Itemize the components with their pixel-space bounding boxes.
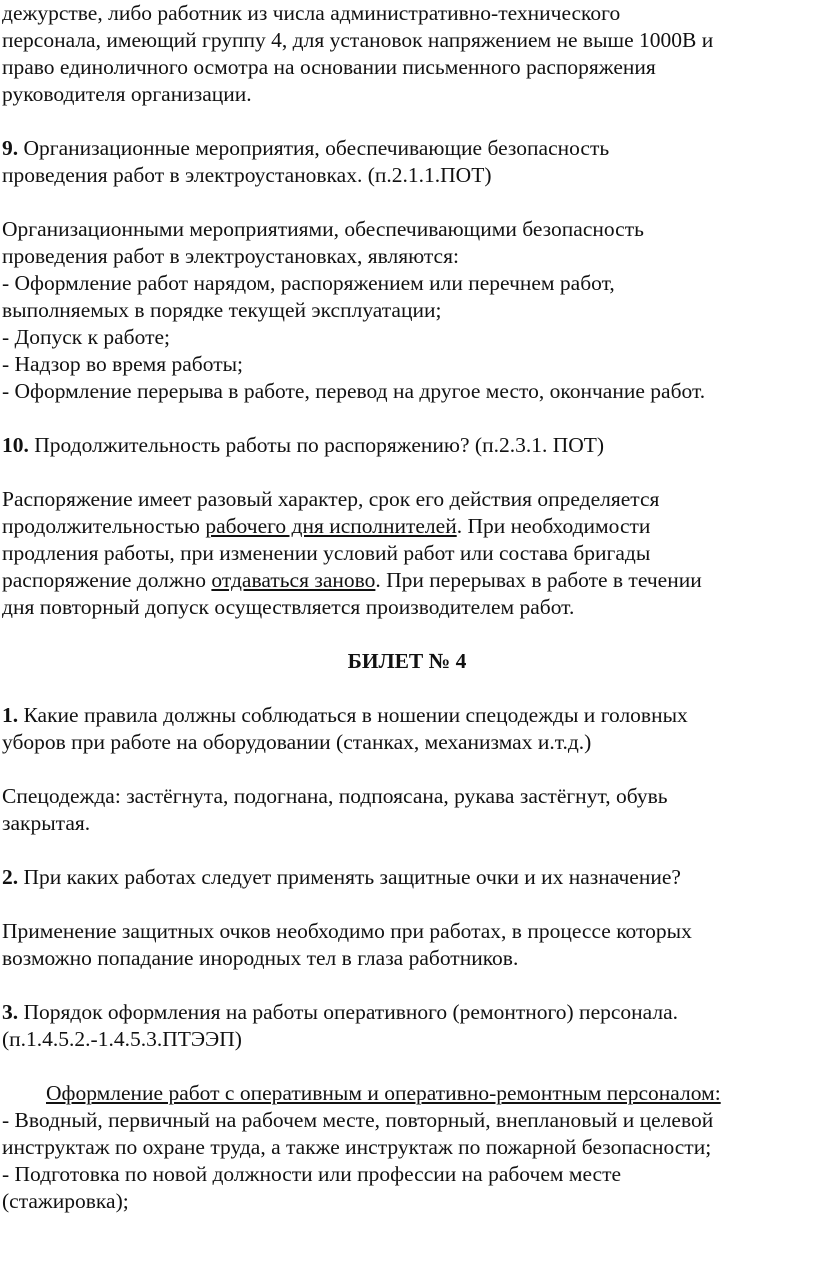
answer-line: возможно попадание инородных тел в глаза работников. (2, 946, 519, 970)
question-number: 3. (2, 1000, 19, 1024)
paragraph-gap (2, 189, 812, 216)
answer-line: выполняемых в порядке текущей эксплуатации; (2, 298, 442, 322)
ticket-title: БИЛЕТ № 4 (347, 649, 467, 673)
answer-list-item: - Оформление работ нарядом, распоряжением или перечнем работ, (2, 271, 615, 295)
answer-list-item: - Подготовка по новой должности или профессии на рабочем месте (2, 1162, 622, 1186)
answer-text: . При необходимости (456, 514, 651, 538)
answer-line: дня повторный допуск осуществляется производителем работ. (2, 595, 575, 619)
paragraph-gap (2, 459, 812, 486)
ticket-question-1-continued: уборов при работе на оборудовании (станках, механизмах и.т.д.) (2, 730, 592, 754)
question-text: Продолжительность работы по распоряжению? (п.2.3.1. ПОТ) (28, 433, 605, 457)
ticket-question-1 (2, 702, 812, 729)
underlined-phrase: отдаваться заново (211, 568, 376, 592)
answer-line: Организационными мероприятиями, обеспечивающими безопасность (2, 217, 644, 241)
answer-list-item: - Оформление перерыва в работе, перевод на другое место, окончание работ. (2, 379, 706, 403)
answer-line (2, 513, 812, 540)
question-text: Порядок оформления на работы оперативного (ремонтного) персонала. (18, 1000, 679, 1024)
paragraph-gap (2, 675, 812, 702)
question-number: 9. (2, 136, 19, 160)
question-9-continued: проведения работ в электроустановках. (п.2.1.1.ПОТ) (2, 163, 492, 187)
ticket-question-2 (2, 864, 812, 891)
paragraph-gap (2, 972, 812, 999)
answer-text: . При перерывах в работе в течении (375, 568, 702, 592)
question-10 (2, 432, 812, 459)
question-text: Какие правила должны соблюдаться в ношении спецодежды и головных (18, 703, 688, 727)
answer-text: распоряжение должно (2, 568, 212, 592)
answer-heading (2, 1080, 812, 1107)
question-text: Организационные мероприятия, обеспечивающие безопасность (18, 136, 610, 160)
answer-line: проведения работ в электроустановках, являются: (2, 244, 459, 268)
answer-list-item: - Надзор во время работы; (2, 352, 244, 376)
paragraph-gap (2, 108, 812, 135)
answer-line: инструктаж по охране труда, а также инструктаж по пожарной безопасности; (2, 1135, 712, 1159)
answer-line: закрытая. (2, 811, 91, 835)
question-number: 10. (2, 433, 29, 457)
paragraph-gap (2, 405, 812, 432)
paragraph-gap (2, 837, 812, 864)
answer-line: продления работы, при изменении условий работ или состава бригады (2, 541, 651, 565)
underlined-heading: Оформление работ с оперативным и оперативно-ремонтным персоналом: (46, 1081, 721, 1105)
answer-line (2, 567, 812, 594)
paragraph-gap (2, 1053, 812, 1080)
answer-line: Распоряжение имеет разовый характер, срок его действия определяется (2, 487, 660, 511)
answer-line: Применение защитных очков необходимо при работах, в процессе которых (2, 919, 692, 943)
answer-list-item: - Вводный, первичный на рабочем месте, повторный, внеплановый и целевой (2, 1108, 714, 1132)
paragraph-gap (2, 891, 812, 918)
underlined-phrase: рабочего дня исполнителей (205, 514, 457, 538)
intro-line: право единоличного осмотра на основании письменного распоряжения (2, 55, 656, 79)
ticket-question-3-continued: (п.1.4.5.2.-1.4.5.3.ПТЭЭП) (2, 1027, 242, 1051)
paragraph-gap (2, 756, 812, 783)
answer-list-item: - Допуск к работе; (2, 325, 171, 349)
answer-text: продолжительностью (2, 514, 206, 538)
intro-line: персонала, имеющий группу 4, для установок напряжением не выше 1000В и (2, 28, 714, 52)
question-9 (2, 135, 812, 162)
ticket-question-3 (2, 999, 812, 1026)
question-text: При каких работах следует применять защитные очки и их назначение? (18, 865, 681, 889)
answer-line: (стажировка); (2, 1189, 129, 1213)
answer-line: Спецодежда: застёгнута, подогнана, подпоясана, рукава застёгнут, обувь (2, 784, 668, 808)
intro-line: руководителя организации. (2, 82, 252, 106)
intro-line: дежурстве, либо работник из числа административно-технического (2, 1, 621, 25)
paragraph-gap (2, 621, 812, 648)
question-number: 2. (2, 865, 19, 889)
question-number: 1. (2, 703, 19, 727)
